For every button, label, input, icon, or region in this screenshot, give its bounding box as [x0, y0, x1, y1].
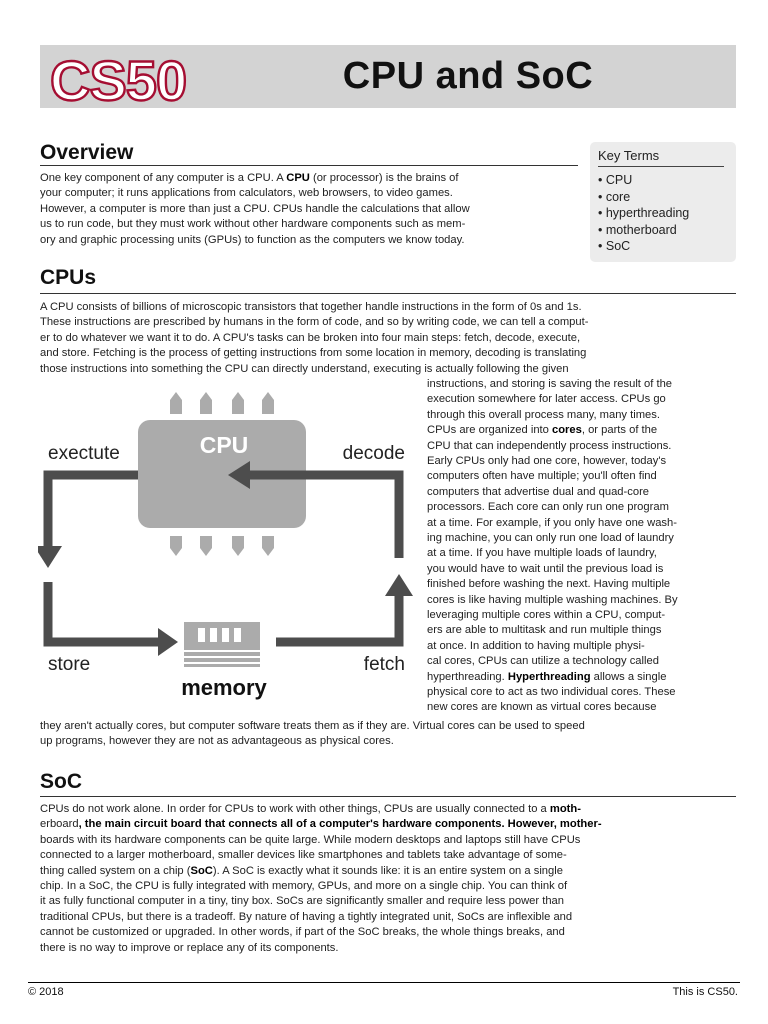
soc-heading: SoC [40, 770, 82, 793]
text-line: CPUs are organized into cores, or parts of the [427, 424, 658, 437]
overview-heading: Overview [40, 141, 134, 164]
bold-term: CPU [286, 172, 310, 184]
footer-copyright: © 2018 [28, 986, 64, 998]
text-line: cores is like having multiple washing machines. By [427, 593, 678, 606]
text-line: cal cores, CPUs can utilize a technology called [427, 655, 659, 668]
store-arrow [48, 582, 160, 642]
key-terms-box [590, 142, 736, 262]
store-arrowhead [158, 628, 178, 656]
text-line: computers often have multiple; you'll often find [427, 470, 657, 483]
memory-label: memory [181, 675, 267, 700]
text-line: they aren't actually cores, but computer software treats them as if they are. Virtual cores can be used to speed [40, 720, 585, 732]
text-line: ing machine, you can only run one load of laundry [427, 532, 674, 544]
text-line: at once. In addition to having multiple physi- [427, 639, 645, 652]
text-line: ers are able to multitask and run multiple things [427, 624, 662, 637]
text-line: connected to a larger motherboard, smaller devices like smartphones and tablets take advantage of some- [40, 849, 567, 862]
execute-arrowhead [38, 546, 62, 568]
key-term-item: • motherboard [598, 222, 677, 237]
text-line: er to do whatever we want it to do. A CPU's tasks can be broken into four main steps: fetch, decode, execute, [40, 331, 581, 344]
footer-rule [28, 982, 740, 983]
text-line: computers that advertise dual and quad-core [427, 485, 650, 498]
text-line: physical core to act as two individual cores. These [427, 686, 676, 698]
text-line: cannot be customized or upgraded. In other words, if part of the SoC breaks, the whole things breaks, and [40, 926, 565, 939]
key-term-item: • core [598, 189, 631, 204]
text-line: execution somewhere for later access. CPUs go [427, 393, 666, 406]
bold-term: cores [552, 424, 582, 437]
text-line: instructions, and storing is saving the result of the [427, 378, 673, 390]
text-line: These instructions are prescribed by humans in the form of code, and so by writing code, we can tell a comput- [40, 316, 589, 329]
cpus-heading: CPUs [40, 266, 97, 289]
text-line: you would have to wait until the previous load is [427, 562, 664, 575]
text-line: up programs, however they are not as advantageous as physical cores. [40, 735, 394, 748]
overview-rule [40, 165, 578, 166]
text-line: at a time. For example, if you only have one wash- [427, 516, 677, 529]
text-line: boards with its hardware components can be quite large. While modern desktops and laptops still have CPUs [40, 833, 581, 846]
execute-label: exectute [48, 443, 120, 464]
key-term-item: • hyperthreading [598, 206, 690, 221]
text-line: new cores are known as virtual cores because [427, 701, 657, 714]
fetch-label: fetch [363, 654, 405, 675]
key-terms-rule [598, 166, 724, 167]
text-line: ory and graphic processing units (GPUs) to function as the computers we know today. [40, 233, 465, 246]
text-line: there is no way to improve or replace any of its components. [40, 941, 339, 954]
text-line: thing called system on a chip (SoC). A SoC is exactly what it sounds like: it is an entire system on a single [40, 864, 563, 877]
page-title: CPU and SoC [342, 55, 594, 97]
text-line: One key component of any computer is a CPU. A CPU (or processor) is the brains of [40, 172, 459, 184]
text-line: hyperthreading. Hyperthreading allows a single [427, 670, 667, 683]
bold-term: SoC [190, 864, 213, 877]
decode-label: decode [342, 443, 405, 464]
text-line: traditional CPUs, but there is a tradeoff. By nature of having a tightly integrated unit, SoCs are inflexible and [40, 910, 573, 923]
text-line: chip. In a SoC, the CPU is fully integrated with memory, GPUs, and more on a single chip. You can think of [40, 880, 568, 892]
text-line: CPU that can independently process instructions. [427, 439, 672, 452]
store-label: store [48, 654, 91, 675]
bold-term: Hyperthreading [507, 670, 591, 683]
text-line: leveraging multiple cores within a CPU, comput- [427, 609, 666, 621]
text-line: us to run code, but they must work without other hardware components such as mem- [40, 218, 466, 231]
execute-arrow [48, 475, 138, 548]
text-line: processors. Each core can only run one program [427, 501, 669, 514]
logo-text: CS50 [50, 49, 187, 107]
text-line: finished before washing the next. Having multiple [427, 578, 671, 591]
fetch-arrowhead [385, 574, 413, 596]
text-line: it as fully functional computer in a tiny, tiny box. SoCs are significantly smaller and require less power than [40, 895, 564, 908]
text-line: your computer; it runs applications from calculators, web browsers, to video games. [40, 187, 453, 200]
text-line: at a time. If you have multiple loads of laundry, [427, 547, 657, 560]
header-band [40, 45, 736, 108]
key-term-item: • CPU [598, 173, 633, 187]
cpu-cycle-diagram [38, 384, 418, 710]
text-line: CPUs do not work alone. In order for CPUs to work with other things, CPUs are usually connected to a moth- [40, 803, 581, 815]
fetch-arrow [276, 594, 399, 642]
text-line: erboard, the main circuit board that connects all of a computer's hardware components. However, mother- [40, 818, 602, 831]
cs50-logo [46, 49, 210, 107]
text-line: However, a computer is more than just a CPU. CPUs handle the calculations that allow [40, 202, 470, 215]
bold-term: , the main circuit board that connects all of a computer's hardware components. However, mother- [78, 818, 602, 831]
bold-term: moth- [549, 803, 581, 815]
soc-rule [40, 796, 736, 797]
key-terms-title: Key Terms [598, 148, 660, 163]
text-line: Early CPUs only had one core, however, today's [427, 455, 667, 467]
text-line: those instructions into something the CPU can directly understand, executing is actually following the given [40, 362, 569, 375]
text-line: through this overall process many, many times. [427, 408, 660, 421]
text-line: and store. Fetching is the process of getting instructions from some location in memory, decoding is translating [40, 347, 587, 360]
memory-chip-icon [184, 622, 260, 667]
key-term-item: • SoC [598, 239, 631, 254]
cpus-rule [40, 293, 736, 294]
text-line: A CPU consists of billions of microscopic transistors that together handle instructions in the form of 0s and 1s. [40, 301, 582, 313]
cpu-label: CPU [199, 432, 249, 458]
key-terms-list [598, 172, 689, 255]
footer-tagline: This is CS50. [672, 986, 738, 998]
